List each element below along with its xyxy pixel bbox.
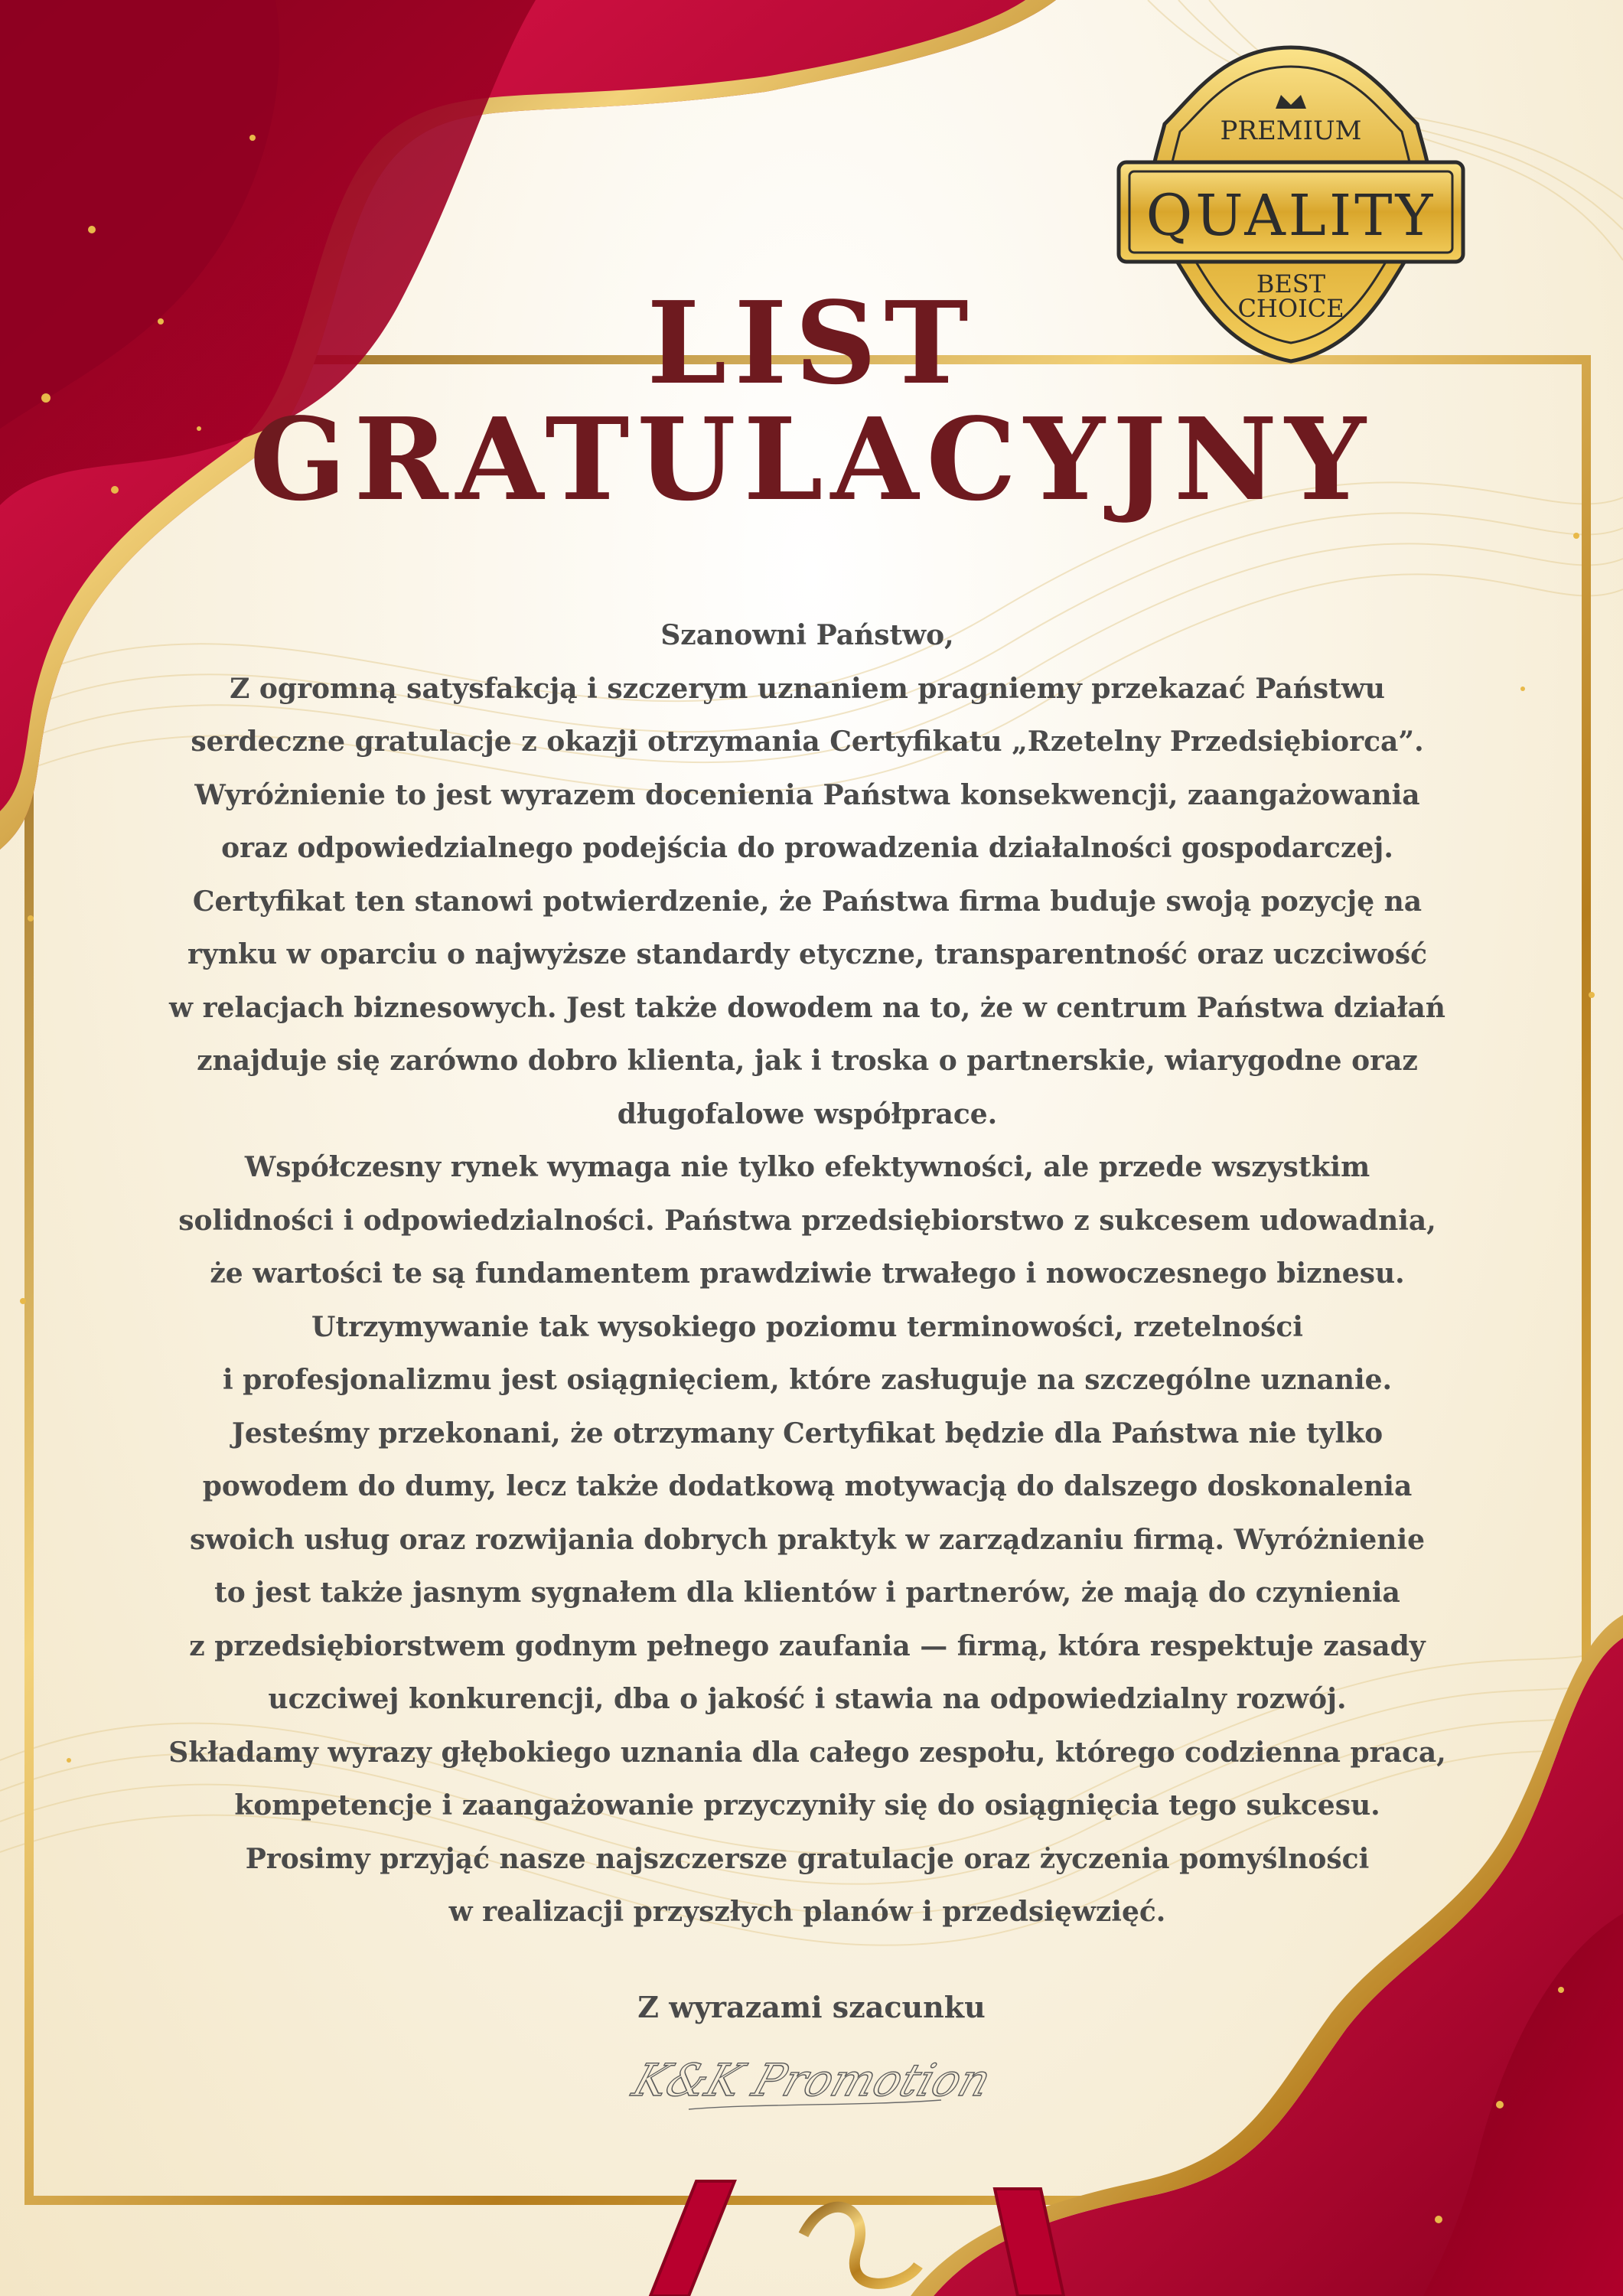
svg-text:BEST: BEST bbox=[1256, 269, 1326, 298]
body-line: znajduje się zarówno dobro klienta, jak i troska o partnerskie, wiarygodne oraz bbox=[197, 1045, 1418, 1077]
body-line: Współczesny rynek wymaga nie tylko efektywności, ale przede wszystkim bbox=[244, 1151, 1370, 1183]
body-line: Certyfikat ten stanowi potwierdzenie, że Państwa firma buduje swoją pozycję na bbox=[192, 885, 1423, 918]
body-line: że wartości te są fundamentem prawdziwie trwałego i nowoczesnego biznesu. bbox=[210, 1257, 1405, 1290]
closing-salutation: Z wyrazami szacunku bbox=[637, 1990, 986, 2024]
body-line: to jest także jasnym sygnałem dla klientów i partnerów, że mają do czynienia bbox=[214, 1577, 1400, 1609]
letter-body bbox=[145, 609, 1469, 1939]
body-line: Składamy wyrazy głębokiego uznania dla całego zespołu, którego codzienna praca, bbox=[168, 1736, 1446, 1769]
body-line: długofalowe współprace. bbox=[617, 1097, 998, 1130]
body-line: Jesteśmy przekonani, że otrzymany Certyfikat będzie dla Państwa nie tylko bbox=[231, 1417, 1383, 1450]
body-line: z przedsiębiorstwem godnym pełnego zaufania — firmą, która respektuje zasady bbox=[189, 1629, 1426, 1662]
body-line: oraz odpowiedzialnego podejścia do prowadzenia działalności gospodarczej. bbox=[221, 832, 1393, 864]
body-line: Szanowni Państwo, bbox=[660, 619, 954, 651]
title-line-1: LIST bbox=[647, 276, 976, 409]
svg-text:PREMIUM: PREMIUM bbox=[1220, 116, 1362, 146]
body-line: powodem do dumy, lecz także dodatkową motywacją do dalszego doskonalenia bbox=[202, 1470, 1413, 1502]
body-line: swoich usług oraz rozwijania dobrych praktyk w zarządzaniu firmą. Wyróżnienie bbox=[189, 1523, 1426, 1556]
body-line: solidności i odpowiedzialności. Państwa przedsiębiorstwo z sukcesem udowadnia, bbox=[178, 1204, 1436, 1237]
body-line: Z ogromną satysfakcją i szczerym uznaniem pragniemy przekazać Państwu bbox=[230, 672, 1385, 705]
handwritten-signature bbox=[626, 2036, 997, 2120]
body-line: serdeczne gratulacje z okazji otrzymania Certyfikatu „Rzetelny Przedsiębiorca”. bbox=[191, 726, 1424, 758]
body-line: rynku w oparciu o najwyższe standardy etyczne, transparentność oraz uczciwość bbox=[187, 938, 1428, 970]
svg-text:QUALITY: QUALITY bbox=[1146, 183, 1436, 249]
body-line: w relacjach biznesowych. Jest także dowodem na to, że w centrum Państwa działań bbox=[169, 991, 1445, 1024]
body-line: Wyróżnienie to jest wyrazem docenienia Państwa konsekwencji, zaangażowania bbox=[194, 778, 1420, 811]
body-line: kompetencje i zaangażowanie przyczyniły się do osiągnięcia tego sukcesu. bbox=[234, 1789, 1380, 1821]
body-line: Utrzymywanie tak wysokiego poziomu terminowości, rzetelności bbox=[311, 1310, 1303, 1343]
svg-text:K&K Promotion: K&K Promotion bbox=[626, 2055, 997, 2107]
body-line: w realizacji przyszłych planów i przedsięwzięć. bbox=[448, 1896, 1166, 1928]
svg-text:CHOICE: CHOICE bbox=[1237, 294, 1344, 323]
body-line: Prosimy przyjąć nasze najszczersze gratulacje oraz życzenia pomyślności bbox=[245, 1842, 1370, 1875]
title-line-2: GRATULACYJNY bbox=[249, 393, 1374, 526]
body-line: uczciwej konkurencji, dba o jakość i stawia na odpowiedzialny rozwój. bbox=[268, 1683, 1347, 1715]
body-line: i profesjonalizmu jest osiągnięciem, które zasługuje na szczególne uznanie. bbox=[222, 1364, 1393, 1396]
